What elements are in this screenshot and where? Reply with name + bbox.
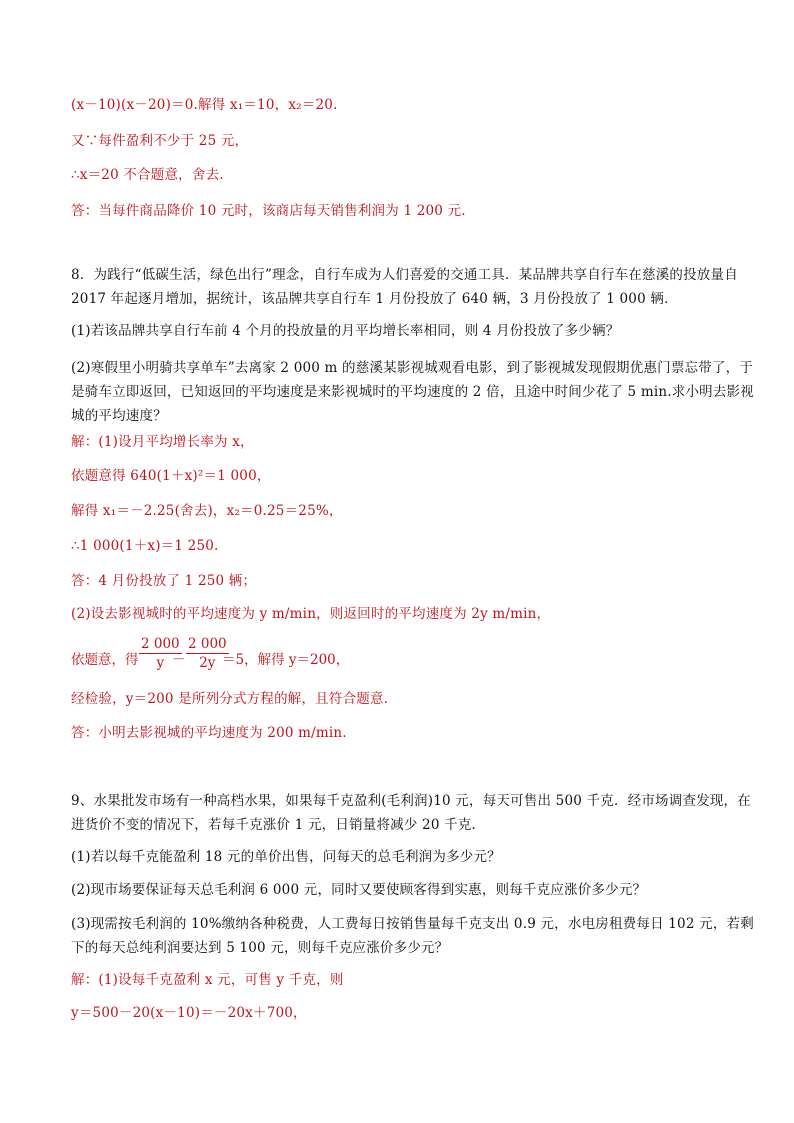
q8-solution-line-3: 解得 x₁＝－2.25(舍去)，x₂＝0.25＝25%， (71, 503, 343, 519)
q8-solution-line-4: ∴1 000(1＋x)＝1 250. (71, 538, 219, 554)
prev-solution-line-3: ∴x＝20 不合题意，舍去. (71, 167, 224, 183)
question-8-part-1: (1)若该品牌共享自行车前 4 个月的投放量的月平均增长率相同，则 4 月份投放了多少辆？ (71, 323, 620, 339)
q9-solution-line-2: y＝500－20(x－10)＝－20x＋700， (71, 1005, 307, 1021)
q9-solution-line-1: 解：(1)设每千克盈利 x 元，可售 y 千克，则 (71, 972, 344, 988)
fraction-2-numerator: 2 000 (188, 636, 227, 652)
minus-sign: － (172, 652, 186, 668)
question-9-part-2: (2)现市场要保证每天总毛利润 6 000 元，同时又要使顾客得到实惠，则每千克应涨价多少元？ (71, 882, 647, 898)
q8-solution-line-6: (2)设去影视城时的平均速度为 y m/min，则返回时的平均速度为 2y m/min， (71, 606, 551, 622)
equation-prefix: 依题意，得 (71, 652, 139, 668)
question-9-stem: 9、水果批发市场有一种高档水果，如果每千克盈利(毛利润)10 元，每天可售出 500 千克．经市场调查发现，在进货价不变的情况下，若每千克涨价 1 元，日销量将减少 20 千克． (71, 793, 751, 833)
prev-solution-line-1: (x－10)(x－20)＝0.解得 x₁＝10，x₂＝20. (71, 97, 338, 113)
fraction-1-numerator: 2 000 (141, 636, 180, 652)
prev-solution-line-2: 又∵每件盈利不少于 25 元， (71, 133, 249, 149)
q8-solution-line-8: 经检验，y＝200 是所列分式方程的解，且符合题意. (71, 691, 389, 707)
question-8-part-2: (2)寒假里小明骑共享单车”去离家 2 000 m 的慈溪某影视城观看电影，到了影视城发现假期优惠门票忘带了，于是骑车立即返回，已知返回的平均速度是来影视城时的平均速度的 2 倍，且途中时间少花了 5 min.求小明去影视城的平均速度？ (71, 360, 754, 424)
q8-solution-line-1: 解：(1)设月平均增长率为 x， (71, 434, 254, 450)
prev-solution-answer: 答：当每件商品降价 10 元时，该商店每天销售利润为 1 200 元. (71, 203, 466, 219)
fraction-2-denominator: 2y (199, 655, 216, 671)
q8-solution-answer: 答：小明去影视城的平均速度为 200 m/min. (71, 725, 347, 741)
q8-solution-line-2: 依题意得 640(1＋x)²＝1 000， (71, 468, 271, 484)
fraction-1-denominator: y (156, 655, 165, 671)
question-8-stem: 8．为践行“低碳生活，绿色出行”理念，自行车成为人们喜爱的交通工具．某品牌共享自行车在慈溪的投放量自 2017 年起逐月增加，据统计，该品牌共享自行车 1 月份投放了 640 辆，3 月份投放了 1 000 辆． (71, 267, 738, 307)
equation-suffix: ＝5，解得 y＝200， (222, 652, 350, 668)
question-9-part-1: (1)若以每千克能盈利 18 元的单价出售，问每天的总毛利润为多少元？ (71, 849, 501, 865)
question-9-part-3: (3)现需按毛利润的 10%缴纳各种税费，人工费每日按销售量每千克支出 0.9 元，水电房租费每日 102 元，若剩下的每天总纯利润要达到 5 100 元，则每千克应涨价多少元？ (71, 916, 754, 956)
q8-solution-line-5: 答：4 月份投放了 1 250 辆； (71, 573, 257, 589)
